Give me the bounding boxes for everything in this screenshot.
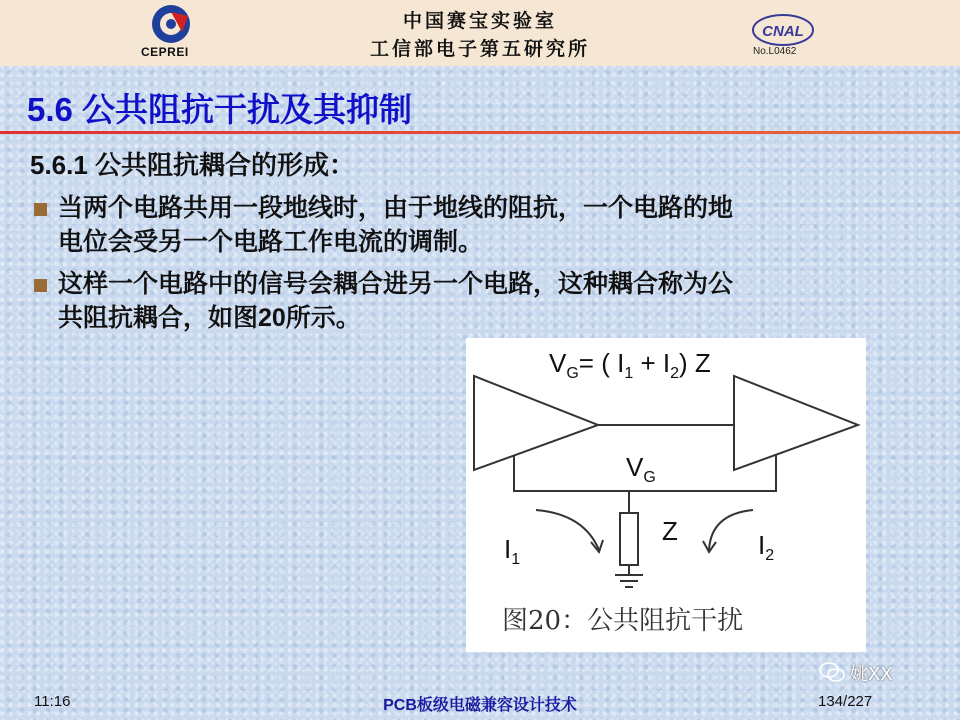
- bullet-2-line1: 这样一个电路中的信号会耦合进另一个电路，这种耦合称为公: [58, 270, 734, 298]
- vg-label: [626, 452, 656, 487]
- vg-equation: [549, 348, 711, 383]
- z-label: Z: [662, 516, 678, 546]
- eq-body: = ( I: [578, 348, 625, 378]
- eq-sub-2: 2: [670, 365, 679, 382]
- bullet-square-icon: [34, 279, 47, 292]
- impedance-resistor: [620, 513, 638, 565]
- eq-sub-1: 1: [624, 365, 634, 382]
- wechat-watermark-icon: [818, 660, 846, 684]
- title-divider: [0, 131, 960, 134]
- bullet-1-line1: 当两个电路共用一段地线时，由于地线的阻抗，一个电路的地: [58, 194, 734, 222]
- footer-title: PCB板级电磁兼容设计技术: [383, 697, 577, 714]
- bullet-2-line2: 共阻抗耦合，如图20所示。: [58, 304, 361, 332]
- i2-sub: 2: [765, 547, 775, 564]
- vg-g-sub: G: [643, 469, 656, 486]
- i1-label: [504, 534, 520, 569]
- vg-v: V: [626, 452, 644, 482]
- header-bar: [0, 0, 960, 66]
- watermark-text: 姚XX: [850, 664, 893, 685]
- eq-plus: + I: [633, 348, 671, 378]
- circuit-figure: [466, 338, 866, 652]
- current-i1-arrow-icon: [536, 510, 599, 550]
- i2-label: [758, 530, 774, 565]
- ceprei-logo-text: CEPREI: [141, 45, 189, 59]
- cnal-number: No.L0462: [753, 46, 797, 57]
- bullet-1-line2: 电位会受另一个电路工作电流的调制。: [58, 228, 484, 256]
- figure-caption: 图20：公共阻抗干扰: [502, 606, 744, 636]
- left-amplifier-triangle: [474, 376, 598, 470]
- eq-v: V: [549, 348, 567, 378]
- bullet-square-icon: [34, 203, 47, 216]
- footer-time: 11:16: [34, 693, 71, 710]
- page-title: 5.6 公共阻抗干扰及其抑制: [27, 91, 413, 128]
- institution-line2: 工信部电子第五研究所: [369, 38, 590, 60]
- right-amplifier-triangle: [734, 376, 858, 470]
- eq-tail: ) Z: [678, 348, 711, 378]
- cnal-logo-mark: CNAL: [762, 23, 804, 40]
- eq-g-sub: G: [566, 365, 579, 382]
- i2-i: I: [758, 530, 766, 560]
- footer-page-number: 134/227: [818, 693, 873, 710]
- section-subtitle: 5.6.1 公共阻抗耦合的形成：: [30, 150, 356, 180]
- institution-line1: 中国赛宝实验室: [402, 10, 557, 32]
- i1-sub: 1: [511, 551, 521, 568]
- i1-i: I: [504, 534, 512, 564]
